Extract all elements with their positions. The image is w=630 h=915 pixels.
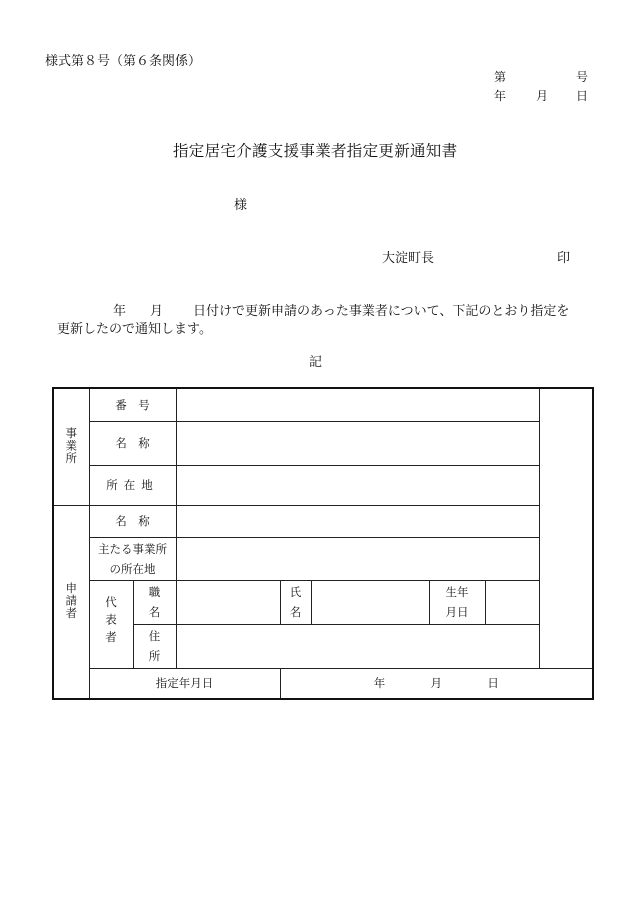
- person-name-value[interactable]: [311, 580, 429, 624]
- document-title: 指定居宅介護支援事業者指定更新通知書: [173, 142, 458, 160]
- issuer-name: 大淀町長: [382, 251, 435, 266]
- main-office-address-value[interactable]: [176, 537, 539, 580]
- office-name-value[interactable]: [176, 421, 539, 465]
- seal-mark: 印: [557, 251, 571, 266]
- doc-number-dai: 第: [494, 70, 507, 84]
- rep-address-label: 住 所: [133, 624, 176, 668]
- representative-label: 代表者: [89, 580, 133, 668]
- addressee-suffix: 様: [234, 198, 248, 213]
- applicant-group-label: 申請者: [53, 505, 89, 699]
- birth-date-label: 生年 月日: [429, 580, 485, 624]
- job-title-label: 職 名: [133, 580, 176, 624]
- office-address-label: 所在地: [89, 465, 176, 505]
- main-office-address-label: 主たる事業所 の所在地: [89, 537, 176, 580]
- doc-number-go: 号: [576, 70, 589, 84]
- designation-date-value[interactable]: 年 月 日: [280, 668, 593, 699]
- office-group-label: 事業所: [53, 388, 89, 505]
- date-year: 年: [494, 89, 507, 103]
- applicant-name-label: 名 称: [89, 505, 176, 537]
- office-number-value[interactable]: [176, 388, 539, 421]
- form-number: 様式第８号（第６条関係）: [45, 54, 202, 69]
- applicant-name-value[interactable]: [176, 505, 539, 537]
- body-month: 月: [150, 304, 164, 319]
- birth-date-value[interactable]: [485, 580, 539, 624]
- job-title-value[interactable]: [176, 580, 280, 624]
- designation-table: [52, 387, 594, 700]
- ki-heading: 記: [309, 355, 323, 370]
- body-text-line2: 更新したので通知します。: [57, 322, 212, 337]
- date-day: 日: [576, 89, 589, 103]
- rep-address-value[interactable]: [176, 624, 539, 668]
- date-month: 月: [536, 89, 549, 103]
- office-number-label: 番 号: [89, 388, 176, 421]
- designation-date-label: 指定年月日: [89, 668, 280, 699]
- body-text-line1: 日付けで更新申請のあった事業者について、下記のとおり指定を: [193, 304, 570, 319]
- office-name-label: 名 称: [89, 421, 176, 465]
- office-address-value[interactable]: [176, 465, 539, 505]
- person-name-label: 氏 名: [280, 580, 311, 624]
- body-year: 年: [113, 304, 127, 319]
